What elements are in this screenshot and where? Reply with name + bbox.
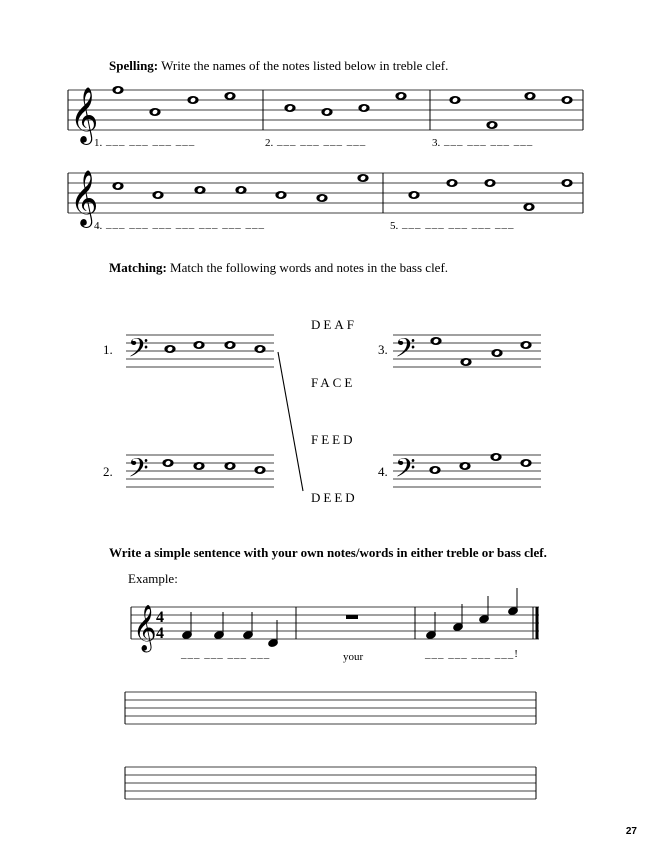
- spelling-blanks-4: ___ ___ ___ ___ ___ ___ ___: [106, 218, 265, 230]
- spelling-blanks-2: ___ ___ ___ ___: [277, 135, 367, 147]
- sentence-instruction: Write a simple sentence with your own notes/words in either treble or bass clef.: [109, 545, 547, 560]
- page-number: 27: [625, 826, 637, 837]
- spelling-number-5: 5.: [390, 220, 399, 232]
- spelling-heading: Spelling:: [109, 58, 159, 73]
- matching-number-3: 3.: [378, 342, 388, 357]
- spelling-number-1: 1.: [94, 137, 103, 149]
- treble-clef-icon: 𝄞: [70, 170, 99, 226]
- bass-clef-icon: 𝄢: [128, 452, 149, 490]
- matching-word-deed: DEED: [311, 490, 358, 505]
- example-blanks-right: ___ ___ ___ ___!: [425, 648, 519, 660]
- treble-staff-row-2: [68, 173, 583, 213]
- matching-number-1: 1.: [103, 342, 113, 357]
- matching-instruction-text: Match the following words and notes in the bass clef.: [170, 260, 449, 275]
- treble-clef-icon: 𝄞: [133, 605, 157, 651]
- matching-number-2: 2.: [103, 464, 113, 479]
- matching-number-4: 4.: [378, 464, 388, 479]
- whole-rest-icon: [346, 615, 358, 619]
- time-signature-bottom: 4: [156, 625, 164, 642]
- bass-clef-icon: 𝄢: [395, 332, 416, 370]
- time-signature-top: 4: [156, 609, 164, 626]
- spelling-blanks-5: ___ ___ ___ ___ ___: [402, 218, 515, 230]
- matching-heading: Matching:: [109, 260, 167, 275]
- spelling-instruction-text: Write the names of the notes listed below in treble clef.: [161, 58, 449, 73]
- notes-row-2: [112, 174, 572, 211]
- empty-staff-2[interactable]: [125, 767, 536, 799]
- treble-clef-icon: 𝄞: [70, 87, 99, 143]
- example-staff: [131, 607, 539, 639]
- matching-word-face: FACE: [311, 375, 356, 390]
- spelling-blanks-1: ___ ___ ___ ___: [106, 135, 196, 147]
- example-blanks-left: ___ ___ ___ ___: [181, 648, 271, 660]
- bass-clef-icon: 𝄢: [395, 452, 416, 490]
- example-label: Example:: [128, 571, 178, 586]
- example-word-your: your: [343, 651, 364, 663]
- spelling-number-4: 4.: [94, 220, 103, 232]
- matching-word-deaf: DEAF: [311, 317, 357, 332]
- notes-row-1: [112, 86, 572, 129]
- bass-notes-2: [162, 459, 265, 474]
- spelling-number-2: 2.: [265, 137, 274, 149]
- empty-staff-1[interactable]: [125, 692, 536, 724]
- spelling-number-3: 3.: [432, 137, 441, 149]
- bass-clef-icon: 𝄢: [128, 332, 149, 370]
- spelling-blanks-3: ___ ___ ___ ___: [444, 135, 534, 147]
- matching-word-feed: FEED: [311, 432, 356, 447]
- bass-notes-3: [430, 337, 531, 366]
- matching-answer-line: [278, 352, 303, 491]
